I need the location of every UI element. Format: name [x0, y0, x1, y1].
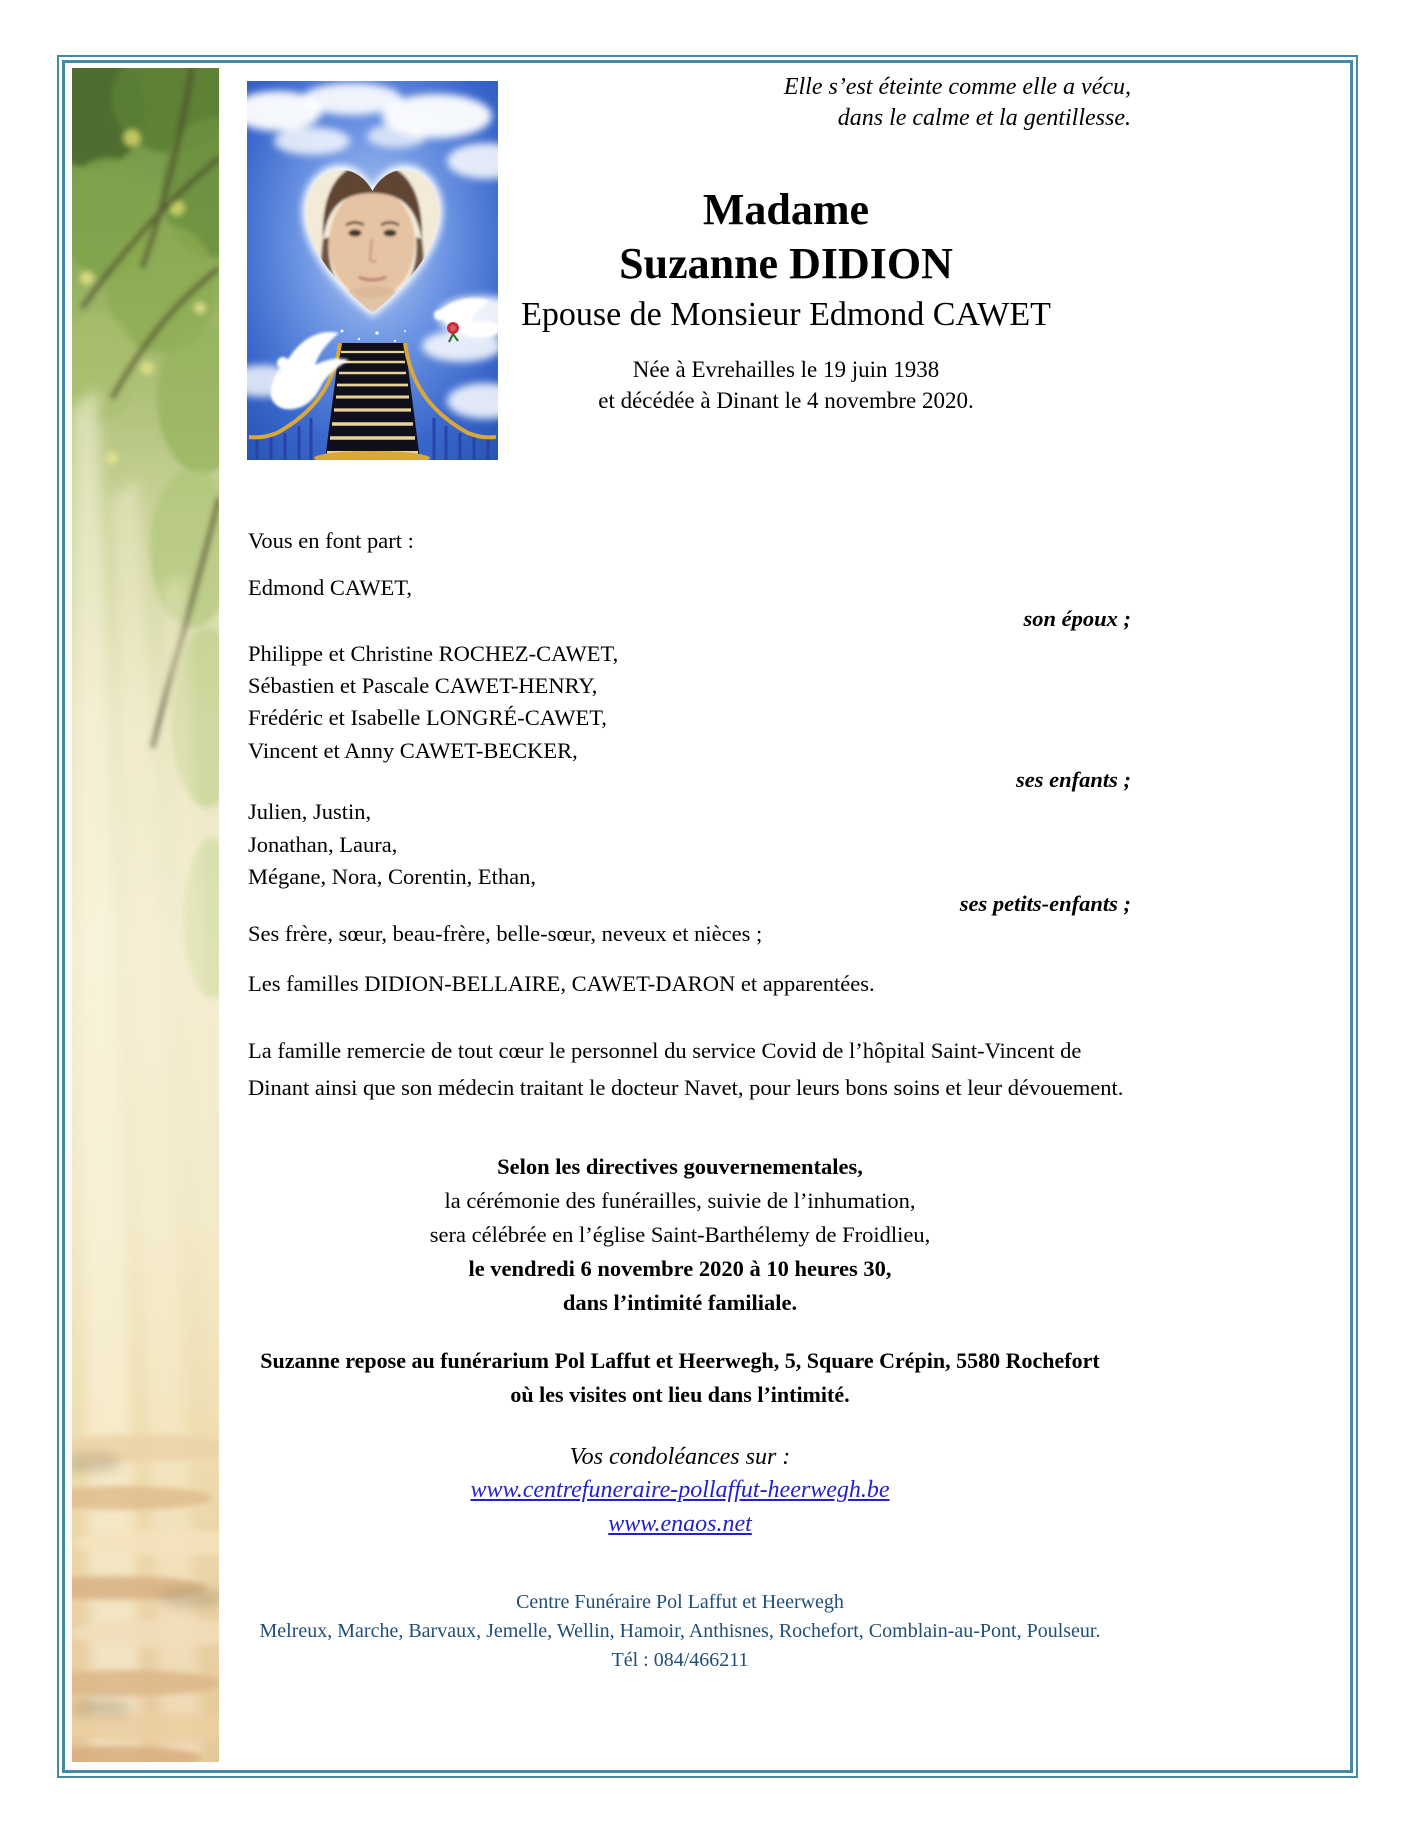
ceremony-line-3: sera célébrée en l’église Saint-Barthélemy de Froidlieu, — [429, 1222, 931, 1247]
husband-role: son époux ; — [1023, 606, 1131, 631]
relatives-line: Ses frère, sœur, beau-frère, belle-sœur, neveux et nièces ; — [248, 921, 763, 946]
ceremony-line-1: Selon les directives gouvernementales, — [497, 1154, 863, 1179]
repose-line-2: où les visites ont lieu dans l’intimité. — [510, 1382, 850, 1407]
birth-line: Née à Evrehailles le 19 juin 1938 — [632, 357, 940, 382]
funeral-home-name: Centre Funéraire Pol Laffut et Heerwegh — [516, 1591, 844, 1613]
deceased-title: Madame — [702, 185, 870, 234]
husband-name: Edmond CAWET, — [248, 575, 413, 600]
families-line: Les familles DIDION-BELLAIRE, CAWET-DARON et apparentées. — [248, 971, 875, 996]
child-line: Philippe et Christine ROCHEZ-CAWET, — [248, 641, 619, 666]
thanks-paragraph: La famille remercie de tout cœur le personnel du service Covid de l’hôpital Saint-Vincent de Dinant ainsi que son médecin traitant le docteur Navet, pour leurs bons soins et leur dévouement. — [248, 1038, 1124, 1100]
grandchild-line: Julien, Justin, — [248, 799, 372, 824]
child-line: Sébastien et Pascale CAWET-HENRY, — [248, 673, 598, 698]
deceased-name: Suzanne DIDION — [619, 239, 953, 288]
death-line: et décédée à Dinant le 4 novembre 2020. — [598, 388, 974, 413]
repose-line-1: Suzanne repose au funérarium Pol Laffut et Heerwegh, 5, Square Crépin, 5580 Rochefort — [260, 1348, 1100, 1373]
epigraph-line-2: dans le calme et la gentillesse. — [837, 105, 1131, 131]
intro-line: Vous en font part : — [248, 528, 414, 553]
funeral-home-phone: Tél : 084/466211 — [611, 1649, 749, 1671]
funeral-home-locations: Melreux, Marche, Barvaux, Jemelle, Wellin, Hamoir, Anthisnes, Rochefort, Comblain-au-Pont, Poulseur. — [259, 1620, 1101, 1642]
spouse-line: Epouse de Monsieur Edmond CAWET — [521, 296, 1051, 333]
ceremony-line-5: dans l’intimité familiale. — [562, 1290, 798, 1315]
condolence-link-funeral-home[interactable]: www.centrefuneraire-pollaffut-heerwegh.be — [470, 1477, 890, 1503]
grandchild-line: Jonathan, Laura, — [248, 832, 398, 857]
child-line: Frédéric et Isabelle LONGRÉ-CAWET, — [248, 705, 607, 730]
epigraph-line-1: Elle s’est éteinte comme elle a vécu, — [783, 74, 1131, 100]
child-line: Vincent et Anny CAWET-BECKER, — [248, 738, 578, 763]
ceremony-line-2: la cérémonie des funérailles, suivie de l’inhumation, — [444, 1188, 916, 1213]
condolences-label: Vos condoléances sur : — [569, 1444, 791, 1470]
grandchildren-role: ses petits-enfants ; — [959, 891, 1131, 916]
forest-path-image — [72, 68, 219, 1762]
grandchild-line: Mégane, Nora, Corentin, Ethan, — [248, 864, 537, 889]
ceremony-line-4: le vendredi 6 novembre 2020 à 10 heures 30, — [468, 1256, 892, 1281]
condolence-link-enaos[interactable]: www.enaos.net — [608, 1511, 752, 1537]
children-role: ses enfants ; — [1015, 767, 1131, 792]
